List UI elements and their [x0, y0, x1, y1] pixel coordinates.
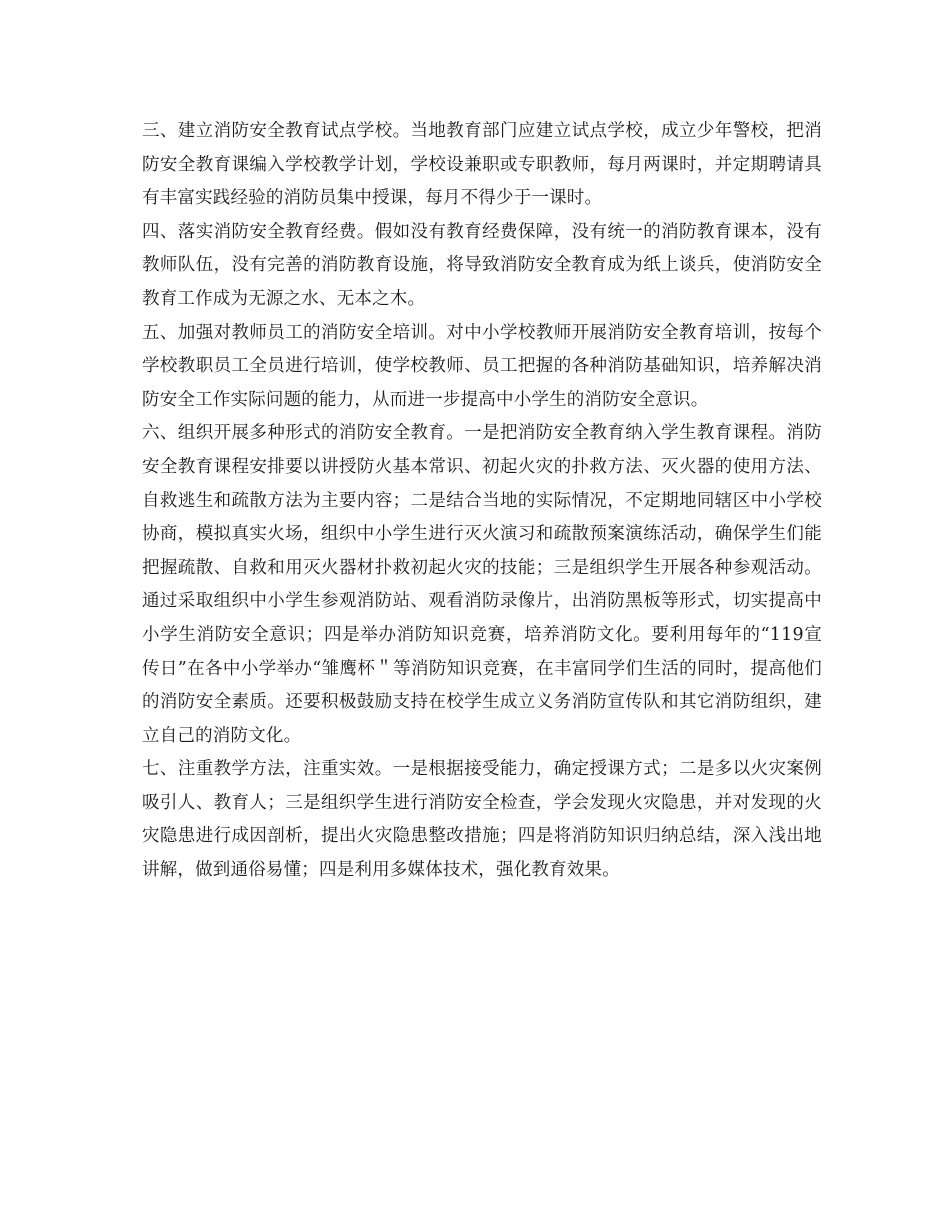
paragraph-3: 三、建立消防安全教育试点学校。当地教育部门应建立试点学校，成立少年警校，把消防安全教育课编入学校教学计划，学校设兼职或专职教师，每月两课时，并定期聘请具有丰富实践经验的消防员集中授课，每月不得少于一课时。 — [142, 121, 822, 209]
paragraph-5: 五、加强对教师员工的消防安全培训。对中小学校教师开展消防安全教育培训，按每个学校教职员工全员进行培训，使学校教师、员工把握的各种消防基础知识，培养解决消防安全工作实际问题的能力，从而进一步提高中小学生的消防安全意识。 — [142, 322, 822, 410]
paragraph-4: 四、落实消防安全教育经费。假如没有教育经费保障，没有统一的消防教育课本，没有教师队伍，没有完善的消防教育设施，将导致消防安全教育成为纸上谈兵，使消防安全教育工作成为无源之水、无本之木。 — [142, 221, 822, 309]
paragraph-6: 六、组织开展多种形式的消防安全教育。一是把消防安全教育纳入学生教育课程。消防安全教育课程安排要以讲授防火基本常识、初起火灾的扑救方法、灭火器的使用方法、自救逃生和疏散方法为主要内容；二是结合当地的实际情况，不定期地同辖区中小学校协商，模拟真实火场，组织中小学生进行灭火演习和疏散预案演练活动，确保学生们能把握疏散、自救和用灭火器材扑救初起火灾的技能；三是组织学生开展各种参观活动。通过采取组织中小学生参观消防站、观看消防录像片，出消防黑板等形式，切实提高中小学生消防安全意识；四是举办消防知识竞赛，培养消防文化。要利用每年的“119宣传日”在各中小学举办“雏鹰杯＂等消防知识竞赛，在丰富同学们生活的同时，提高他们的消防安全素质。还要积极鼓励支持在校学生成立义务消防宣传队和其它消防组织，建立自己的消防文化。 — [142, 423, 822, 746]
paragraph-7: 七、注重教学方法，注重实效。一是根据接受能力，确定授课方式；二是多以火灾案例吸引人、教育人；三是组织学生进行消防安全检查，学会发现火灾隐患，并对发现的火灾隐患进行成因剖析，提出火灾隐患整改措施；四是将消防知识归纳总结，深入浅出地讲解，做到通俗易懂；四是利用多媒体技术，强化教育效果。 — [142, 759, 822, 881]
document-body — [142, 115, 822, 888]
